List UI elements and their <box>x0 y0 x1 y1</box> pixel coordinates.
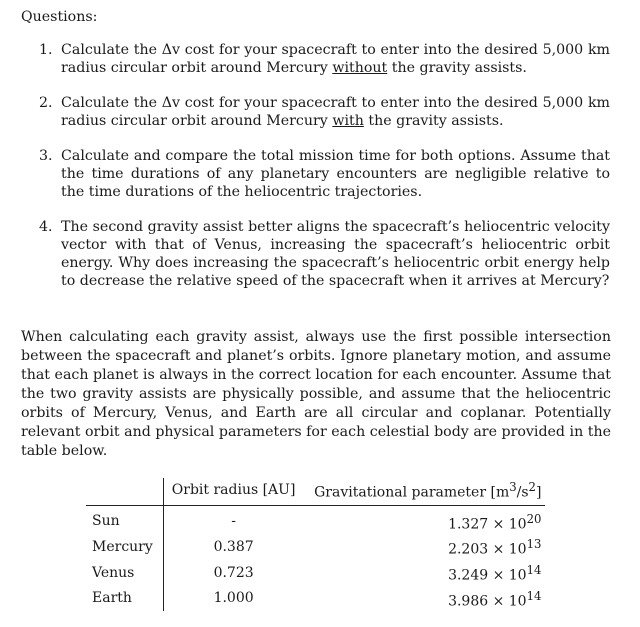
grav-param: $3.986 \times 10^{14}$ <box>448 588 542 610</box>
body-name: Sun <box>86 505 163 534</box>
body-name: Venus <box>92 564 135 581</box>
grav-param: $1.327 \times 10^{20}$ <box>303 505 545 534</box>
orbit-radius: 1.000 <box>163 586 303 612</box>
question-4 <box>0 218 640 290</box>
header-orbit-radius: Orbit radius [AU] <box>163 478 303 505</box>
table-row <box>86 534 545 560</box>
emphasis-with: with <box>332 113 364 129</box>
table-header-row <box>86 478 545 505</box>
orbit-radius: 0.387 <box>163 534 303 560</box>
questions-list <box>0 41 640 307</box>
emphasis-without: without <box>332 60 388 76</box>
question-number: 4. <box>39 219 53 235</box>
body-name: Earth <box>92 590 132 607</box>
question-number: 2. <box>39 95 53 111</box>
parameters-table <box>86 478 545 611</box>
question-2 <box>0 94 640 130</box>
question-3 <box>0 147 640 201</box>
question-text: Calculate the Δv cost for your spacecraft to enter into the desired 5,000 km radius circular orbit around Mercury <box>61 95 610 129</box>
table-row <box>86 586 545 612</box>
question-1 <box>0 41 640 77</box>
instructions-paragraph: When calculating each gravity assist, always use the first possible intersection between the spacecraft and planet’s orbits. Ignore planetary motion, and assume that each planet is always in the correct location for each encounter. Assume that the two gravity assists are physically possible, and assume that the heliocentric orbits of Mercury, Venus, and Earth are all circular and coplanar. Potentially relevant orbit and physical parameters for each celestial body are provided in the table below. <box>21 329 611 459</box>
questions-heading: Questions: <box>21 9 98 25</box>
table-row <box>86 560 545 586</box>
question-text: Calculate the Δv cost for your spacecraft to enter into the desired 5,000 km radius circular orbit around Mercury <box>61 42 610 76</box>
orbit-radius: - <box>163 505 303 534</box>
question-number: 1. <box>39 42 53 58</box>
question-text: Calculate and compare the total mission time for both options. Assume that the time durations of any planetary encounters are negligible relative to the time durations of the heliocentric trajectories. <box>61 148 610 200</box>
question-number: 3. <box>39 148 53 164</box>
header-grav-param: Gravitational parameter $[m^3/s^2]$ <box>303 478 545 505</box>
question-text-end: the gravity assists. <box>363 113 504 129</box>
grav-param: $3.249 \times 10^{14}$ <box>448 562 542 584</box>
orbit-radius: 0.723 <box>163 560 303 586</box>
question-text-end: the gravity assists. <box>387 60 527 76</box>
question-text: The second gravity assist better aligns the spacecraft’s heliocentric velocity vector with that of Venus, increasing the spacecraft’s heliocentric orbit energy. Why does increasing the spacecraft’s heliocentric orbit energy help to decrease the relative speed of the spacecraft when it arrives at Mercury? <box>61 219 610 289</box>
body-name: Mercury <box>92 539 153 556</box>
header-blank <box>86 478 163 505</box>
table-row <box>86 505 545 534</box>
grav-param: $2.203 \times 10^{13}$ <box>448 537 542 558</box>
